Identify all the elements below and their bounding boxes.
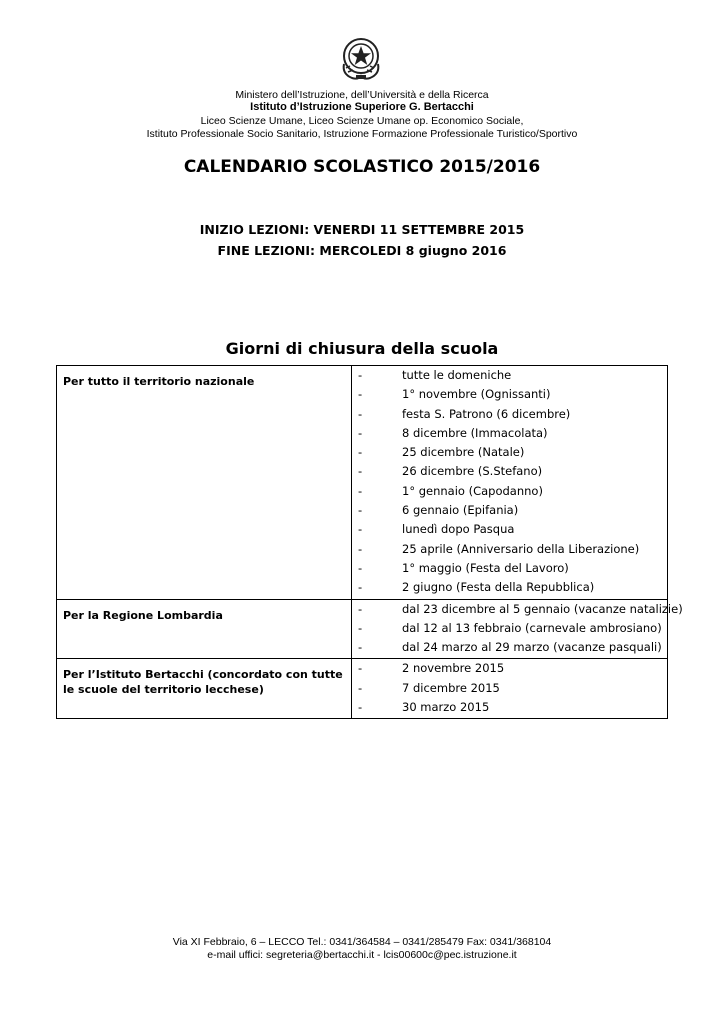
lessons-end: FINE LEZIONI: MERCOLEDI 8 giugno 2016 [217, 243, 507, 258]
italian-republic-emblem-icon [338, 34, 384, 82]
list-item: - tutte le domeniche [358, 368, 512, 382]
items-cell [352, 366, 668, 600]
list-item: - lunedì dopo Pasqua [358, 522, 515, 537]
table-row [57, 599, 668, 659]
closures-title: Giorni di chiusura della scuola [225, 339, 499, 358]
list-item: - dal 23 dicembre al 5 gennaio (vacanze natalizie) [358, 601, 683, 616]
institute-name: Istituto d’Istruzione Superiore G. Bertacchi [250, 101, 474, 113]
list-item: - 1° gennaio (Capodanno) [358, 483, 543, 498]
list-item: - 2 novembre 2015 [358, 661, 505, 676]
closures-table [56, 365, 683, 719]
list-item: - dal 12 al 13 febbraio (carnevale ambrosiano) [358, 620, 662, 635]
items-cell [352, 659, 668, 719]
category-national: Per tutto il territorio nazionale [57, 366, 352, 600]
footer-address: Via XI Febbraio, 6 – LECCO Tel.: 0341/364584 – 0341/285479 Fax: 0341/368104 [172, 936, 552, 948]
category-lombardia: Per la Regione Lombardia [57, 599, 352, 659]
list-item: - 1° maggio (Festa del Lavoro) [358, 560, 569, 575]
category-istituto: Per l’Istituto Bertacchi (concordato con tutte le scuole del territorio lecchese) [57, 659, 352, 719]
list-item: - dal 24 marzo al 29 marzo (vacanze pasquali) [358, 640, 662, 655]
lessons-start: INIZIO LEZIONI: VENERDI 11 SETTEMBRE 2015 [199, 222, 525, 237]
list-item: - 25 aprile (Anniversario della Liberazione) [358, 541, 640, 556]
list-item: - festa S. Patrono (6 dicembre) [358, 406, 571, 421]
list-item: - 30 marzo 2015 [358, 700, 490, 715]
list-item: - 2 giugno (Festa della Repubblica) [358, 580, 595, 595]
list-item: - 7 dicembre 2015 [358, 680, 500, 695]
table-row [57, 366, 668, 600]
footer-email: e-mail uffici: segreteria@bertacchi.it - lcis00600c@pec.istruzione.it [207, 949, 517, 961]
table-row [57, 659, 668, 719]
list-item: - 1° novembre (Ognissanti) [358, 387, 551, 402]
ministry-line: Ministero dell’Istruzione, dell’Università e della Ricerca [235, 89, 489, 101]
licei-line: Liceo Scienze Umane, Liceo Scienze Umane op. Economico Sociale, [200, 115, 524, 127]
page-title: CALENDARIO SCOLASTICO 2015/2016 [183, 157, 541, 177]
items-cell [352, 599, 683, 659]
list-item: - 25 dicembre (Natale) [358, 445, 525, 460]
professional-line: Istituto Professionale Socio Sanitario, Istruzione Formazione Professionale Turistico/Sportivo [146, 128, 578, 140]
list-item: - 6 gennaio (Epifania) [358, 503, 519, 518]
list-item: - 8 dicembre (Immacolata) [358, 425, 548, 440]
list-item: - 26 dicembre (S.Stefano) [358, 464, 543, 479]
